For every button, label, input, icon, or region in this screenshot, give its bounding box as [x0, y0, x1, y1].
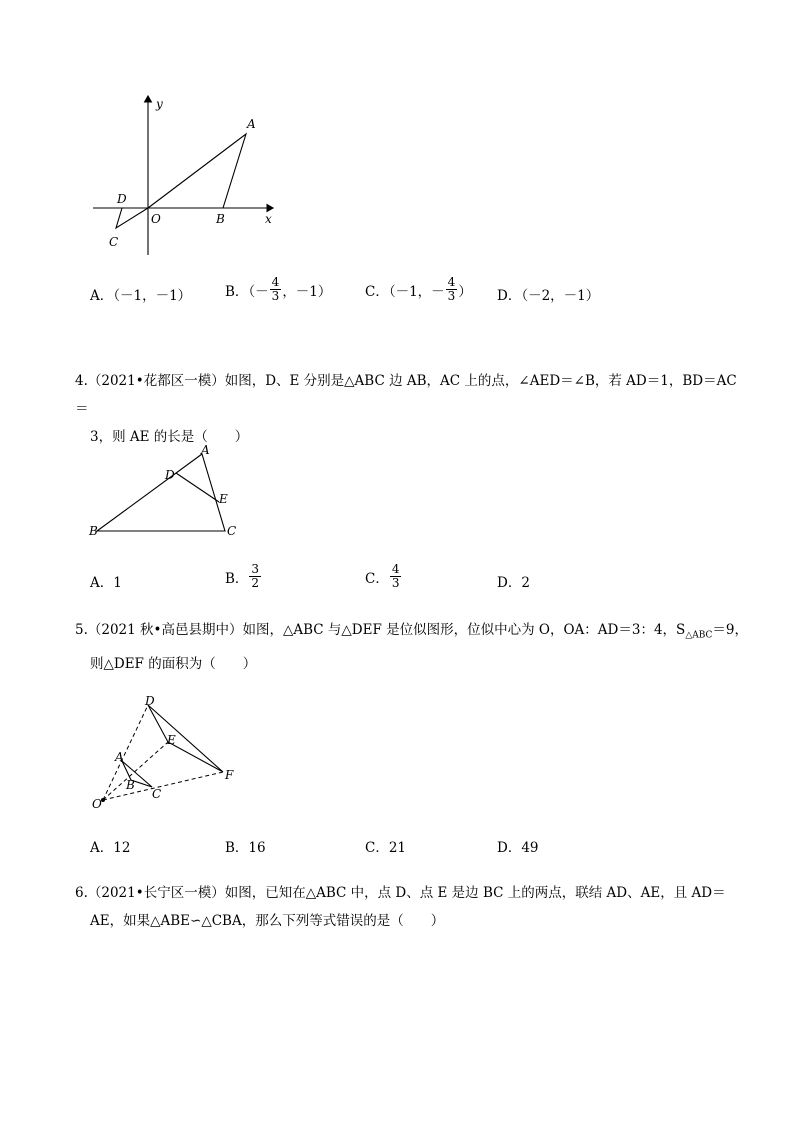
q3-option-c-fraction [446, 276, 458, 303]
label-B: B [126, 778, 135, 792]
q4-option-c[interactable] [365, 563, 402, 590]
q5-stem-line1-pre: 5.（2021 秋•高邑县期中）如图，△ABC 与△DEF 是位似图形，位似中心为 O，OA：AD＝3：4，S [75, 622, 686, 638]
triangle-DEF [148, 705, 223, 772]
q5-option-c[interactable] [365, 836, 406, 856]
q3-coordinate-figure [85, 90, 285, 260]
q5-option-a-text: A．12 [90, 840, 131, 856]
label-A: A [247, 117, 256, 131]
q5-stem [75, 616, 755, 678]
dashed-OF [103, 772, 223, 800]
numerator: 4 [447, 275, 456, 289]
q3-option-b-post: ，－1） [282, 283, 332, 300]
q4-option-b[interactable] [225, 563, 262, 590]
q3-option-b-fraction [270, 276, 282, 303]
q3-option-c[interactable] [365, 276, 472, 303]
denominator: 3 [271, 289, 280, 303]
q5-stem-line1 [75, 616, 755, 650]
q4-option-d-text: D．2 [497, 575, 530, 591]
label-B: B [89, 524, 98, 538]
q5-option-b[interactable] [225, 836, 266, 856]
q4-option-c-pre: C． [365, 570, 389, 587]
q3-option-c-pre: C．（－1，－ [365, 283, 445, 300]
label-C: C [109, 235, 119, 249]
label-O: O [92, 797, 102, 811]
q5-stem-line2: 则△DEF 的面积为（ ） [90, 655, 257, 672]
numerator: 4 [271, 275, 280, 289]
q4-option-a-text: A．1 [90, 575, 122, 591]
label-C: C [152, 787, 162, 801]
q6-stem [75, 879, 755, 935]
q4-option-d[interactable] [497, 571, 530, 591]
q5-option-d[interactable] [497, 836, 539, 856]
q3-option-b-pre: B．（－ [225, 283, 269, 300]
q4-option-c-fraction [390, 563, 402, 590]
label-E: E [167, 733, 176, 747]
q4-stem-line1: 4.（2021•花都区一模）如图，D、E 分别是△ABC 边 AB，AC 上的点，∠AED＝∠B，若 AD＝1，BD＝AC＝ [75, 373, 737, 417]
q5-option-d-text: D．49 [497, 840, 539, 856]
label-y: y [156, 97, 163, 111]
label-x: x [265, 212, 272, 226]
q5-option-b-text: B．16 [225, 840, 266, 856]
denominator: 3 [391, 576, 400, 590]
triangle-OCD [116, 208, 148, 228]
q4-stem-line2: 3，则 AE 的长是（ ） [90, 429, 249, 445]
label-D: D [165, 468, 175, 482]
q5-option-a[interactable] [90, 836, 130, 856]
label-A: A [201, 445, 210, 457]
label-D: D [145, 695, 155, 708]
label-F: F [225, 768, 234, 782]
triangle-OAB [148, 134, 246, 208]
q6-stem-line1: 6.（2021•长宁区一模）如图，已知在△ABC 中，点 D、点 E 是边 BC 上的两点，联结 AD、AE，且 AD＝ [75, 885, 726, 901]
q6-stem-line2: AE，如果△ABE∽△CBA，那么下列等式错误的是（ ） [90, 913, 445, 929]
label-B: B [216, 212, 225, 226]
q5-option-c-text: C．21 [365, 840, 407, 856]
denominator: 3 [447, 289, 456, 303]
label-C: C [227, 524, 237, 538]
numerator: 4 [391, 562, 400, 576]
q3-option-c-post: ） [458, 283, 472, 300]
q5-stem-line1-post: ＝9， [712, 622, 748, 638]
q5-stem-subscript: △ABC [685, 630, 713, 641]
q4-option-b-pre: B． [225, 570, 249, 587]
q3-option-d[interactable] [497, 284, 599, 304]
q4-option-b-fraction [249, 563, 261, 590]
q5-homothety-figure [88, 695, 248, 815]
numerator: 3 [251, 562, 260, 576]
q4-stem [75, 367, 745, 451]
label-O: O [151, 212, 161, 226]
q4-triangle-figure [85, 445, 245, 545]
denominator: 2 [251, 576, 260, 590]
label-A: A [115, 750, 124, 764]
label-D: D [117, 192, 127, 206]
q4-option-a[interactable] [90, 571, 122, 591]
q3-option-a[interactable] [90, 284, 191, 304]
label-E: E [219, 492, 228, 506]
q3-option-d-text: D．（－2，－1） [497, 288, 600, 304]
q3-option-a-text: A．（－1，－1） [90, 288, 192, 304]
q3-option-b[interactable] [225, 276, 331, 303]
